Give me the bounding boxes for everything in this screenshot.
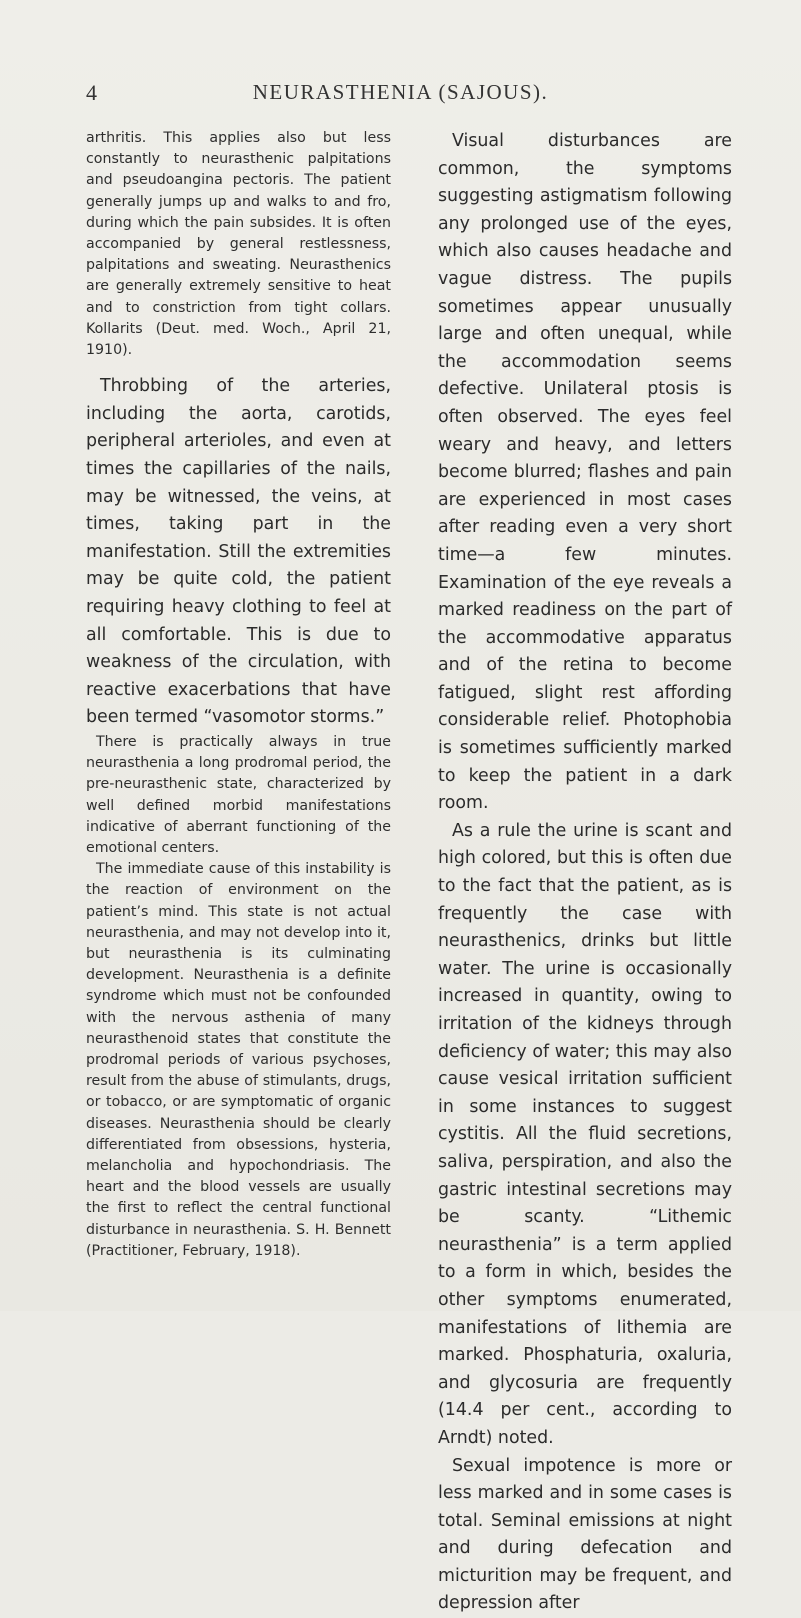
left-paragraph-3: There is practically always in true neurasthenia a long prodromal period, the pre-neurasthenic state, characterized by well defined morbid manifestations indicative of aberrant functioning of the emotional centers. — [86, 732, 391, 859]
page-number: 4 — [86, 80, 97, 106]
left-paragraph-2: Throbbing of the arteries, including the aorta, carotids, peripheral arterioles, and even at times the capillaries of the nails, may be witnessed, the veins, at times, taking part in the manifestation. Still the extremities may be quite cold, the patient requiring heavy clothing to feel at all comfortable. This is due to weakness of the circulation, with reactive exacerbations that have been termed “vasomotor storms.” — [86, 373, 391, 732]
right-column — [438, 128, 732, 1618]
left-paragraph-1: arthritis. This applies also but less constantly to neurasthenic palpitations and pseudoangina pectoris. The patient generally jumps up and walks to and fro, during which the pain subsides. It is often accompanied by general restlessness, palpitations and sweating. Neurasthenics are generally extremely sensitive to heat and to constriction from tight collars. Kollarits (Deut. med. Woch., April 21, 1910). — [86, 128, 391, 361]
right-paragraph-3: Sexual impotence is more or less marked and in some cases is total. Seminal emissions at night and during defecation and micturition may be frequent, and depression after — [438, 1453, 732, 1618]
right-paragraph-1: Visual disturbances are common, the symptoms suggesting astigmatism following any prolonged use of the eyes, which also causes headache and vague distress. The pupils sometimes appear unusually large and often unequal, while the accommodation seems defective. Unilateral ptosis is often observed. The eyes feel weary and heavy, and letters become blurred; flashes and pain are experienced in most cases after reading even a very short time—a few minutes. Examination of the eye reveals a marked readiness on the part of the accommodative apparatus and of the retina to become fatigued, slight rest affording considerable relief. Photophobia is sometimes sufficiently marked to keep the patient in a dark room. — [438, 128, 732, 818]
left-column — [86, 128, 391, 1262]
running-title: NEURASTHENIA (SAJOUS). — [0, 80, 801, 105]
left-paragraph-4: The immediate cause of this instability is the reaction of environment on the patient’s mind. This state is not actual neurasthenia, and may not develop into it, but neurasthenia is its culminating development. Neurasthenia is a definite syndrome which must not be confounded with the nervous asthenia of many neurasthenoid states that constitute the prodromal periods of various psychoses, result from the abuse of stimulants, drugs, or tobacco, or are symptomatic of organic diseases. Neurasthenia should be clearly differentiated from obsessions, hysteria, melancholia and hypochondriasis. The heart and the blood vessels are usually the first to reflect the central functional disturbance in neurasthenia. S. H. Bennett (Practitioner, February, 1918). — [86, 859, 391, 1262]
right-paragraph-2: As a rule the urine is scant and high colored, but this is often due to the fact that the patient, as is frequently the case with neurasthenics, drinks but little water. The urine is occasionally increased in quantity, owing to irritation of the kidneys through deficiency of water; this may also cause vesical irritation sufficient in some instances to suggest cystitis. All the fluid secretions, saliva, perspiration, and also the gastric intestinal secretions may be scanty. “Lithemic neurasthenia” is a term applied to a form in which, besides the other symptoms enumerated, manifestations of lithemia are marked. Phosphaturia, oxaluria, and glycosuria are frequently (14.4 per cent., according to Arndt) noted. — [438, 818, 732, 1453]
